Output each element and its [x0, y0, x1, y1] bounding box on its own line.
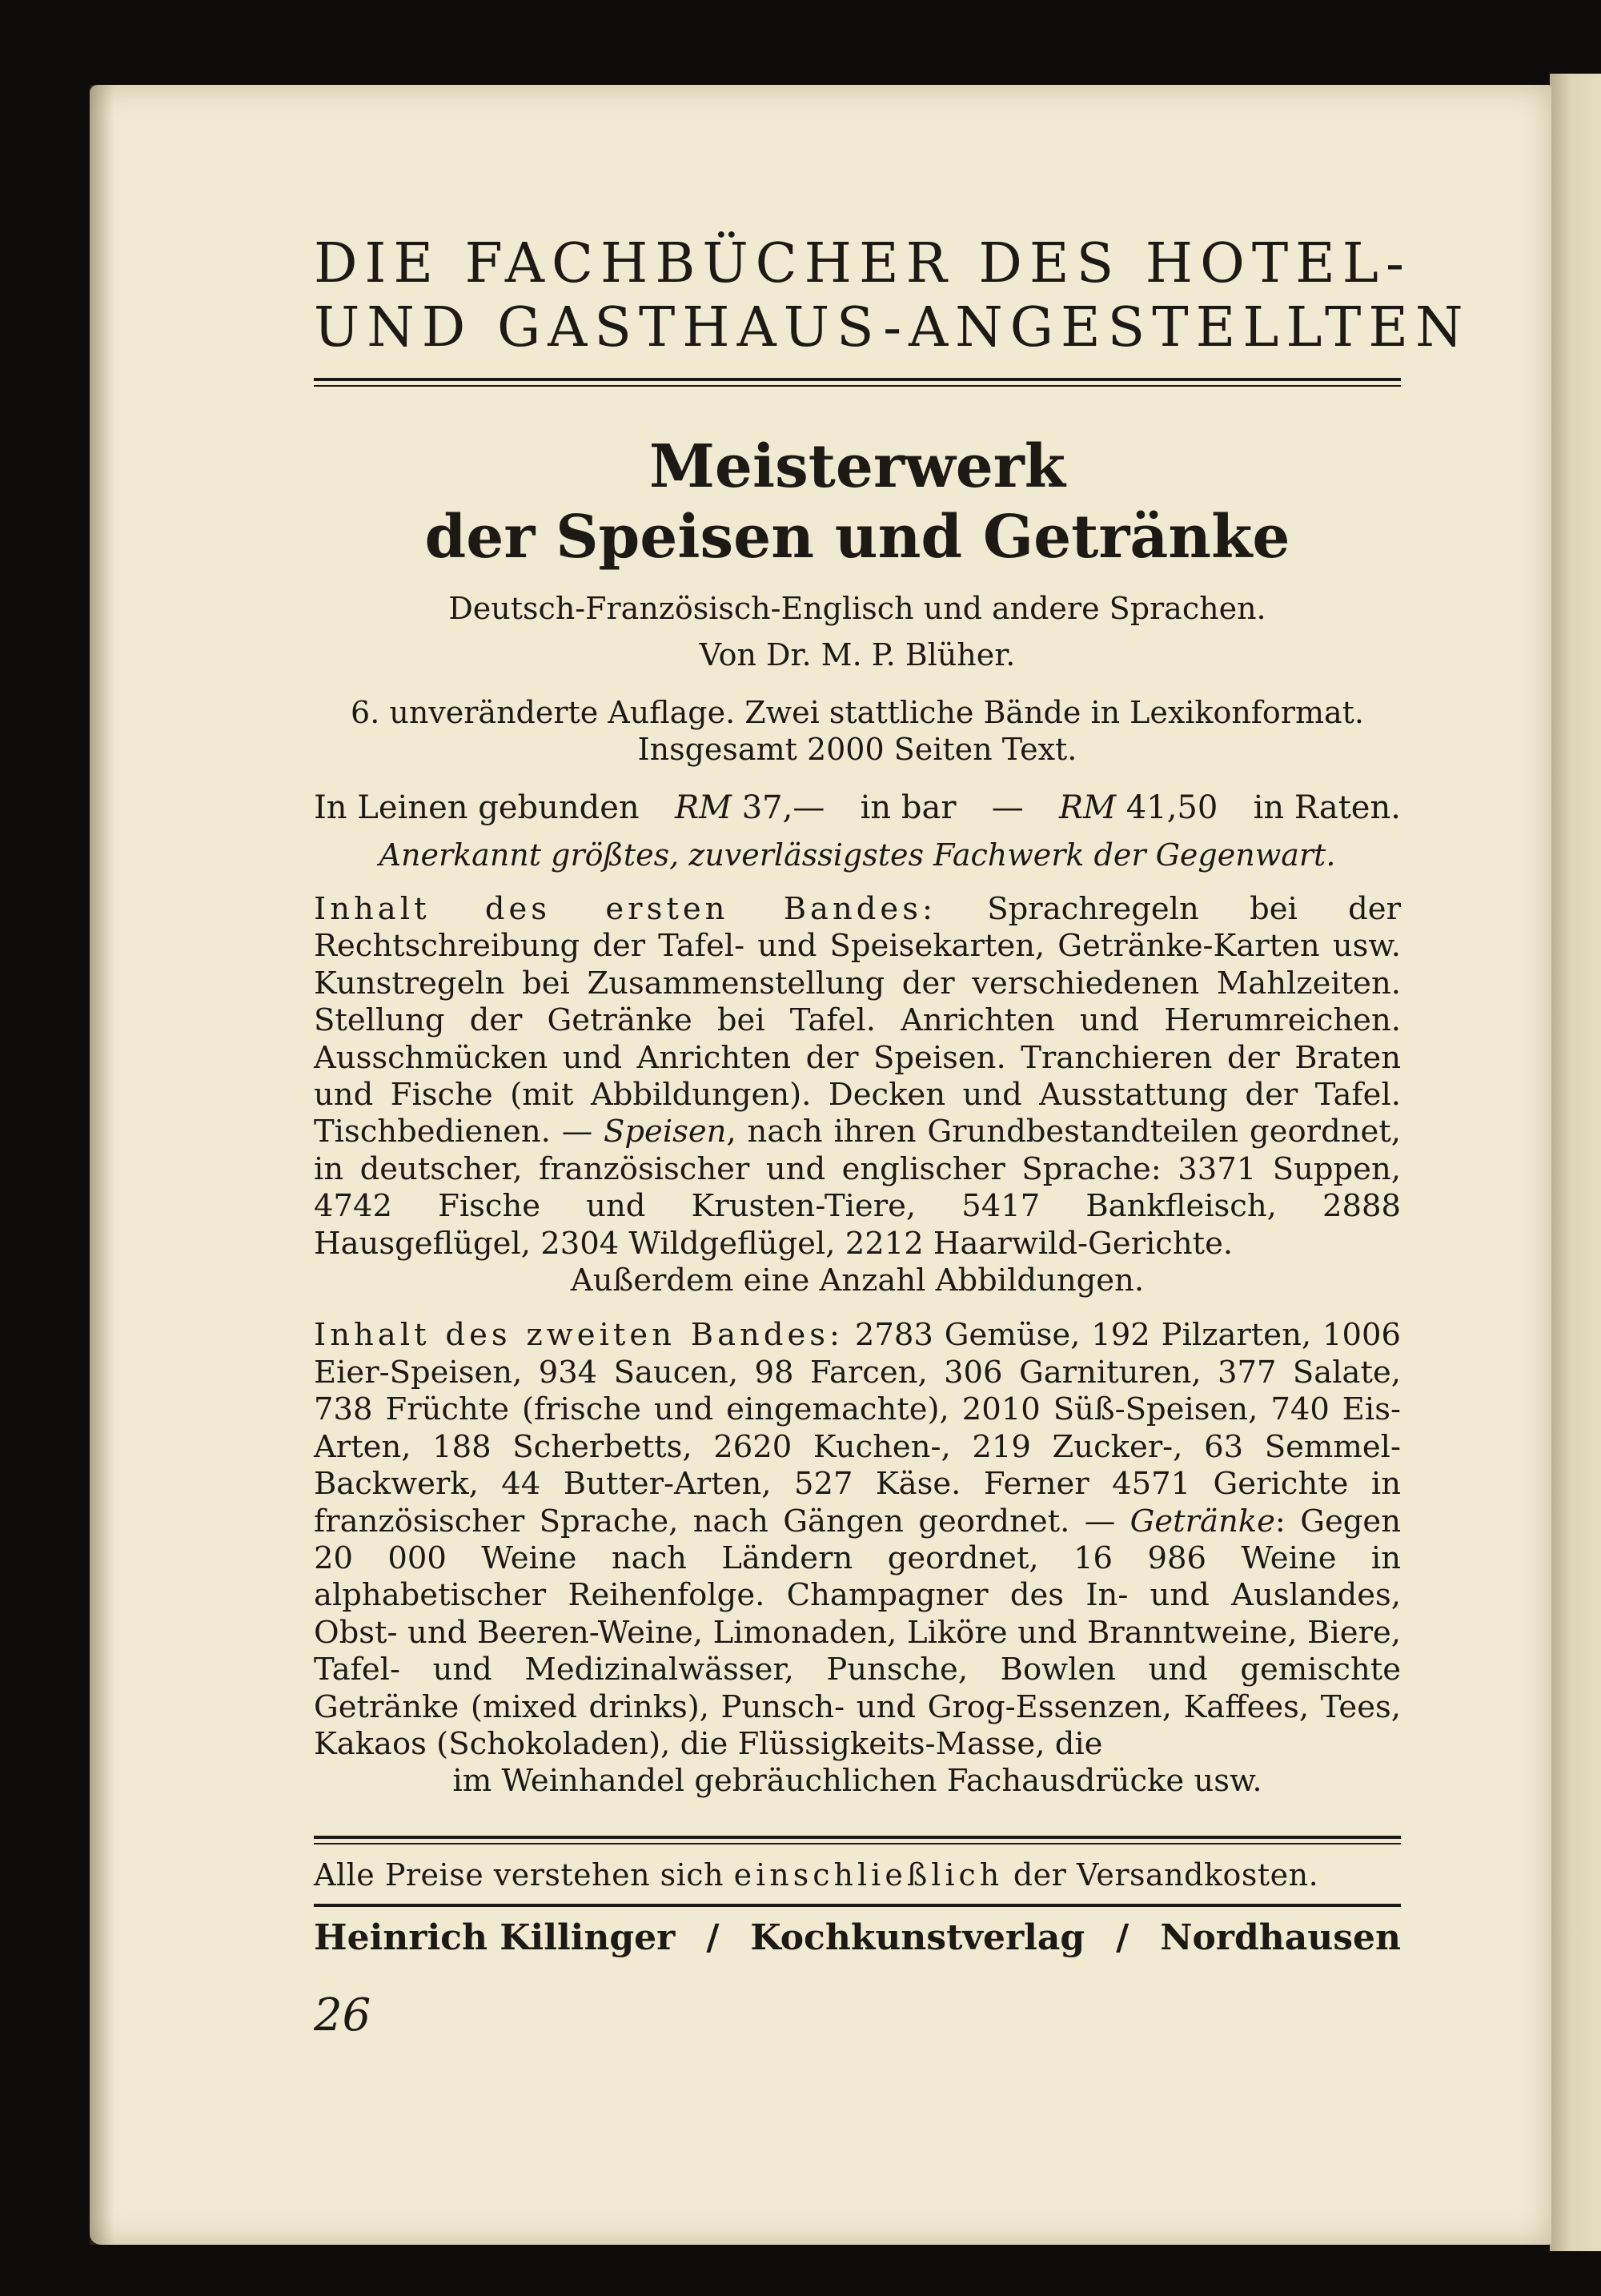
series-title	[314, 232, 1471, 360]
series-title-line-2: UND GASTHAUS-ANGESTELLTEN	[314, 296, 1471, 359]
page-content	[314, 232, 1471, 2041]
prices-note-pre: Alle Preise verstehen sich	[314, 1856, 734, 1893]
book-title-line-2: der Speisen und Getränke	[424, 503, 1290, 572]
volume-1-label: Inhalt des ersten Bandes:	[314, 891, 937, 927]
price-prefix: In Leinen gebunden	[314, 789, 640, 826]
tagline: Anerkannt größtes, zuverlässigstes Fachwerk der Gegenwart.	[379, 837, 1336, 873]
currency-symbol-2: RM	[1059, 789, 1117, 826]
page-number: 26	[314, 1989, 371, 2041]
price-installment	[1059, 789, 1218, 827]
prices-note-emphasis: einschließlich	[733, 1856, 1004, 1893]
volume-2-last-line: im Weinhandel gebräuchlichen Fachausdrücke usw.	[452, 1763, 1262, 1800]
volume-1-text-1: Sprachregeln bei der Rechtschreibung der Tafel- und Speisekarten, Getränke-Karten usw. Kunstregeln bei Zusammenstellung der verschiedenen Mahlzeiten. Stellung der Getränke bei Tafel. Anrichten und Herumreichen. Ausschmücken und Anrichten der Speisen. Tranchieren der Braten und Fische (mit Abbildungen). Decken und Ausstattung der Tafel. Tischbedienen. —	[314, 891, 1401, 1150]
book-subtitle: Deutsch-Französisch-Englisch und andere Sprachen.	[448, 591, 1266, 626]
header-rule	[314, 378, 1401, 387]
publisher-sep-2: /	[1116, 1917, 1130, 1958]
currency-symbol: RM	[674, 789, 732, 826]
publisher-imprint: Kochkunstverlag	[750, 1917, 1085, 1958]
price-cash-amount: 37,—	[741, 789, 825, 826]
publisher-line	[314, 1915, 1401, 1961]
book-author: Von Dr. M. P. Blüher.	[699, 637, 1016, 672]
spine-shadow	[90, 85, 114, 2245]
edition-info	[314, 694, 1401, 768]
footer-rule-bottom	[314, 1904, 1401, 1907]
adjacent-page-edge	[1550, 74, 1601, 2251]
volume-1-last-line: Außerdem eine Anzahl Abbildungen.	[570, 1262, 1145, 1299]
volume-2-description	[314, 1317, 1401, 1800]
price-cash	[675, 789, 825, 827]
volume-1-text-2: , nach ihren Grundbestandteilen geordnet, in deutscher, französischer und englischer Sprache: 3371 Suppen, 4742 Fische und Krusten-Tiere, 5417 Bankfleisch, 2888 Hausgeflügel, 2304 Wildgeflügel, 2212 Haarwild-Gerichte.	[314, 1114, 1402, 1262]
footer-rule-top	[314, 1836, 1401, 1844]
volume-1-speisen: Speisen	[604, 1114, 727, 1150]
publisher-name: Heinrich Killinger	[314, 1917, 676, 1958]
footer	[314, 1836, 1401, 2040]
price-dash: —	[991, 789, 1024, 826]
prices-note-post: der Versandkosten.	[1003, 1856, 1319, 1893]
book-title	[314, 432, 1401, 572]
prices-note	[314, 1857, 1401, 1893]
volume-2-getraenke: Getränke	[1130, 1503, 1275, 1539]
series-title-line-1: DIE FACHBÜCHER DES HOTEL-	[314, 232, 1411, 295]
volume-2-text-1: 2783 Gemüse, 192 Pilzarten, 1006 Eier-Speisen, 934 Saucen, 98 Farcen, 306 Garnituren, 377 Salate, 738 Früchte (frische und eingemachte), 2010 Süß-Speisen, 740 Eis-Arten, 188 Scherbetts, 2620 Kuchen-, 219 Zucker-, 63 Semmel-Backwerk, 44 Butter-Arten, 527 Käse. Ferner 4571 Gerichte in französischer Sprache, nach Gängen geordnet. —	[314, 1317, 1401, 1539]
publisher-sep-1: /	[706, 1917, 720, 1958]
price-installment-amount: 41,50	[1126, 789, 1218, 826]
edition-line-2: Insgesamt 2000 Seiten Text.	[637, 732, 1077, 767]
volume-2-label: Inhalt des zweiten Bandes:	[314, 1317, 844, 1354]
publisher-city: Nordhausen	[1160, 1917, 1401, 1958]
edition-line-1: 6. unveränderte Auflage. Zwei stattliche Bände in Lexikonformat.	[351, 695, 1364, 730]
volume-1-description	[314, 891, 1401, 1299]
price-line	[314, 789, 1401, 827]
book-title-line-1: Meisterwerk	[648, 432, 1066, 501]
volume-2-text-2: : Gegen 20 000 Weine nach Ländern geordnet, 16 986 Weine in alphabetischer Reihenfolge. Champagner des In- und Auslandes, Obst- und Beeren-Weine, Limonaden, Liköre und Branntweine, Biere, Tafel- und Medizinalwässer, Punsche, Bowlen und gemischte Getränke (mixed drinks), Punsch- und Grog-Essenzen, Kaffees, Tees, Kakaos (Schokoladen), die Flüssigkeits-Masse, die	[314, 1503, 1401, 1762]
price-installment-label: in Raten.	[1253, 789, 1401, 826]
price-cash-label: in bar	[860, 789, 957, 826]
